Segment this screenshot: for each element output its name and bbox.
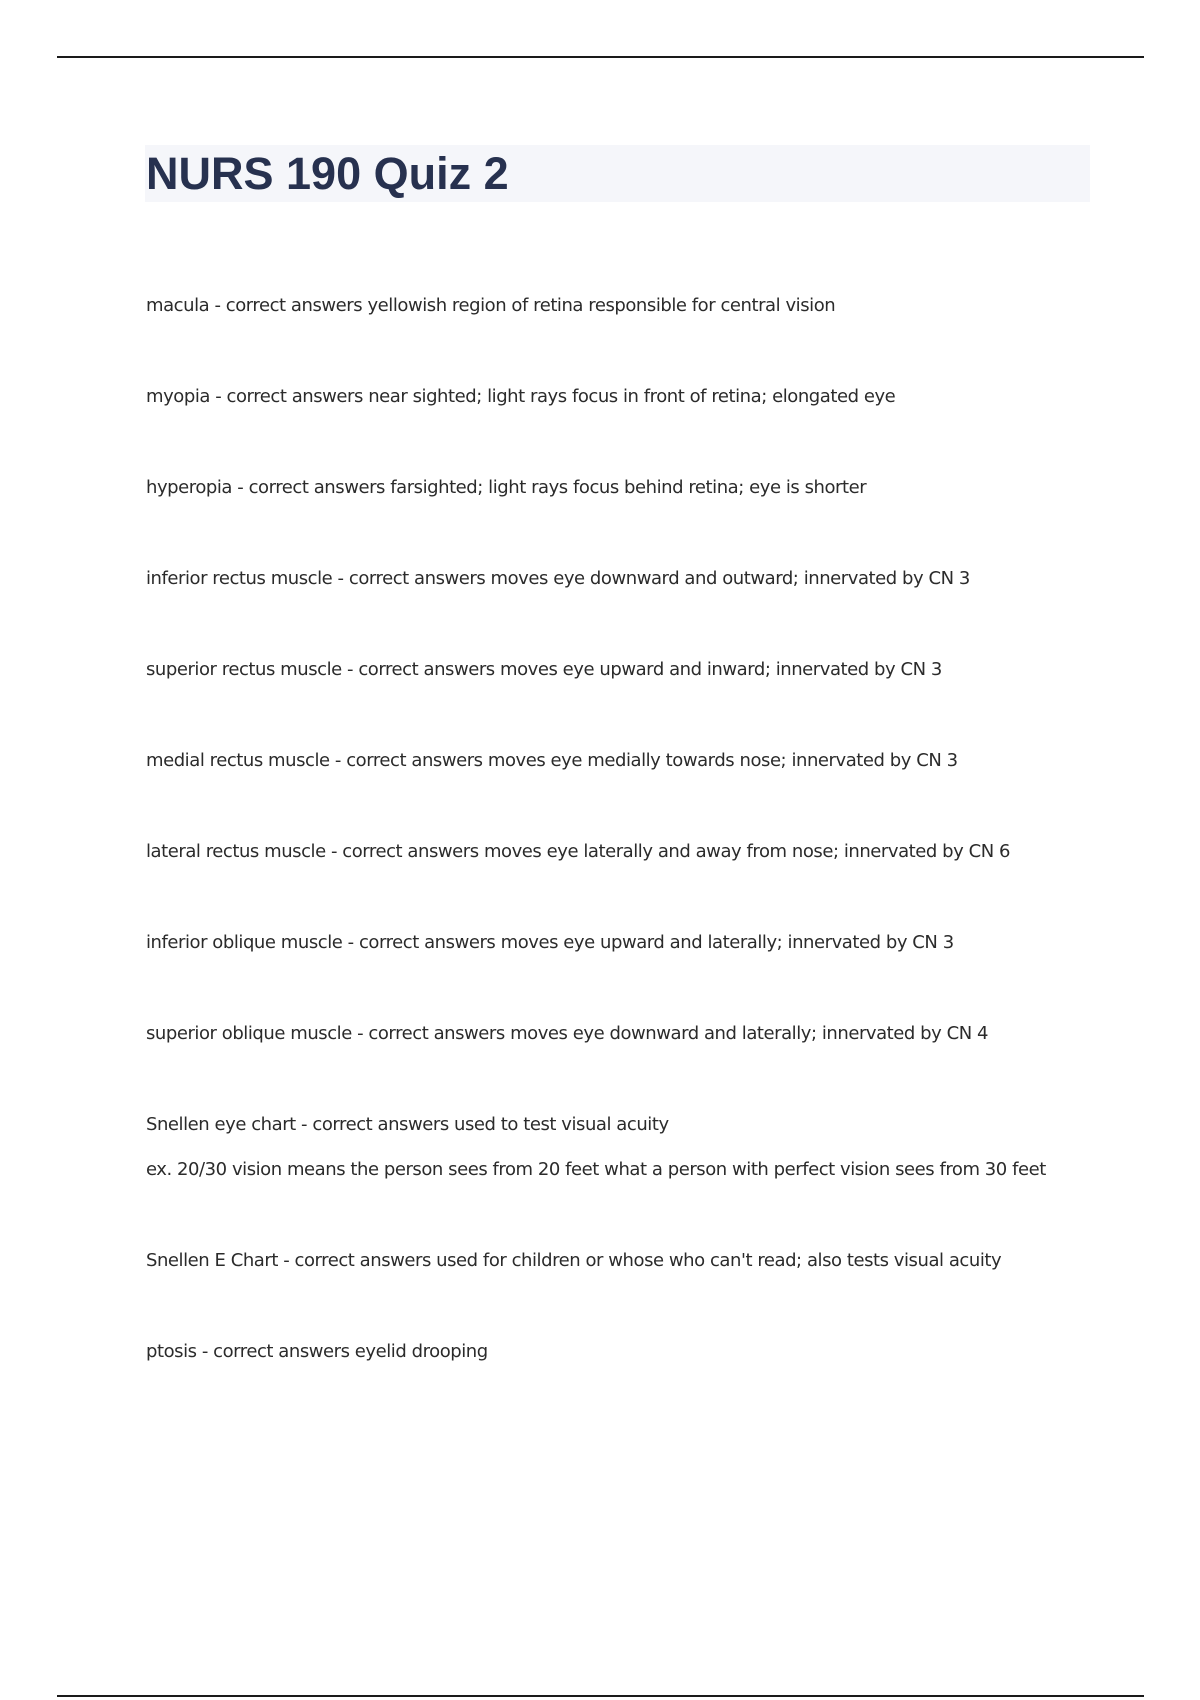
entry-superior-rectus xyxy=(146,658,942,682)
entry-medial-rectus xyxy=(146,749,958,773)
entry-text: Snellen E Chart - correct answers used for children or whose who can't read; also tests visual acuity xyxy=(146,1250,1002,1271)
entry-inferior-rectus xyxy=(146,567,970,591)
entry-text: medial rectus muscle - correct answers moves eye medially towards nose; innervated by CN 3 xyxy=(146,750,958,771)
entry-text: inferior oblique muscle - correct answers moves eye upward and laterally; innervated by CN 3 xyxy=(146,932,954,953)
entry-text: myopia - correct answers near sighted; light rays focus in front of retina; elongated eye xyxy=(146,386,896,407)
entry-text: ptosis - correct answers eyelid drooping xyxy=(146,1341,488,1362)
entry-lateral-rectus xyxy=(146,840,1010,864)
bottom-rule xyxy=(57,1695,1144,1697)
entry-text: Snellen eye chart - correct answers used to test visual acuity xyxy=(146,1114,669,1135)
entry-text: inferior rectus muscle - correct answers moves eye downward and outward; innervated by CN 3 xyxy=(146,568,970,589)
entry-ptosis xyxy=(146,1340,488,1364)
entry-text: macula - correct answers yellowish region of retina responsible for central vision xyxy=(146,295,836,316)
entry-text: superior oblique muscle - correct answers moves eye downward and laterally; innervated by CN 4 xyxy=(146,1023,989,1044)
entry-myopia xyxy=(146,385,895,409)
entry-superior-oblique xyxy=(146,1022,988,1046)
entry-text: hyperopia - correct answers farsighted; light rays focus behind retina; eye is shorter xyxy=(146,477,867,498)
entry-continuation: ex. 20/30 vision means the person sees from 20 feet what a person with perfect vision sees from 30 feet xyxy=(146,1159,1046,1180)
entry-macula xyxy=(146,294,835,318)
entry-hyperopia xyxy=(146,476,866,500)
entry-snellen-eye-chart xyxy=(146,1113,1046,1182)
top-rule xyxy=(57,56,1144,58)
entry-inferior-oblique xyxy=(146,931,954,955)
document-title: NURS 190 Quiz 2 xyxy=(146,148,509,199)
entry-text: lateral rectus muscle - correct answers moves eye laterally and away from nose; innervated by CN 6 xyxy=(146,841,1010,862)
entry-text: superior rectus muscle - correct answers moves eye upward and inward; innervated by CN 3 xyxy=(146,659,942,680)
entry-snellen-e-chart xyxy=(146,1249,1001,1273)
